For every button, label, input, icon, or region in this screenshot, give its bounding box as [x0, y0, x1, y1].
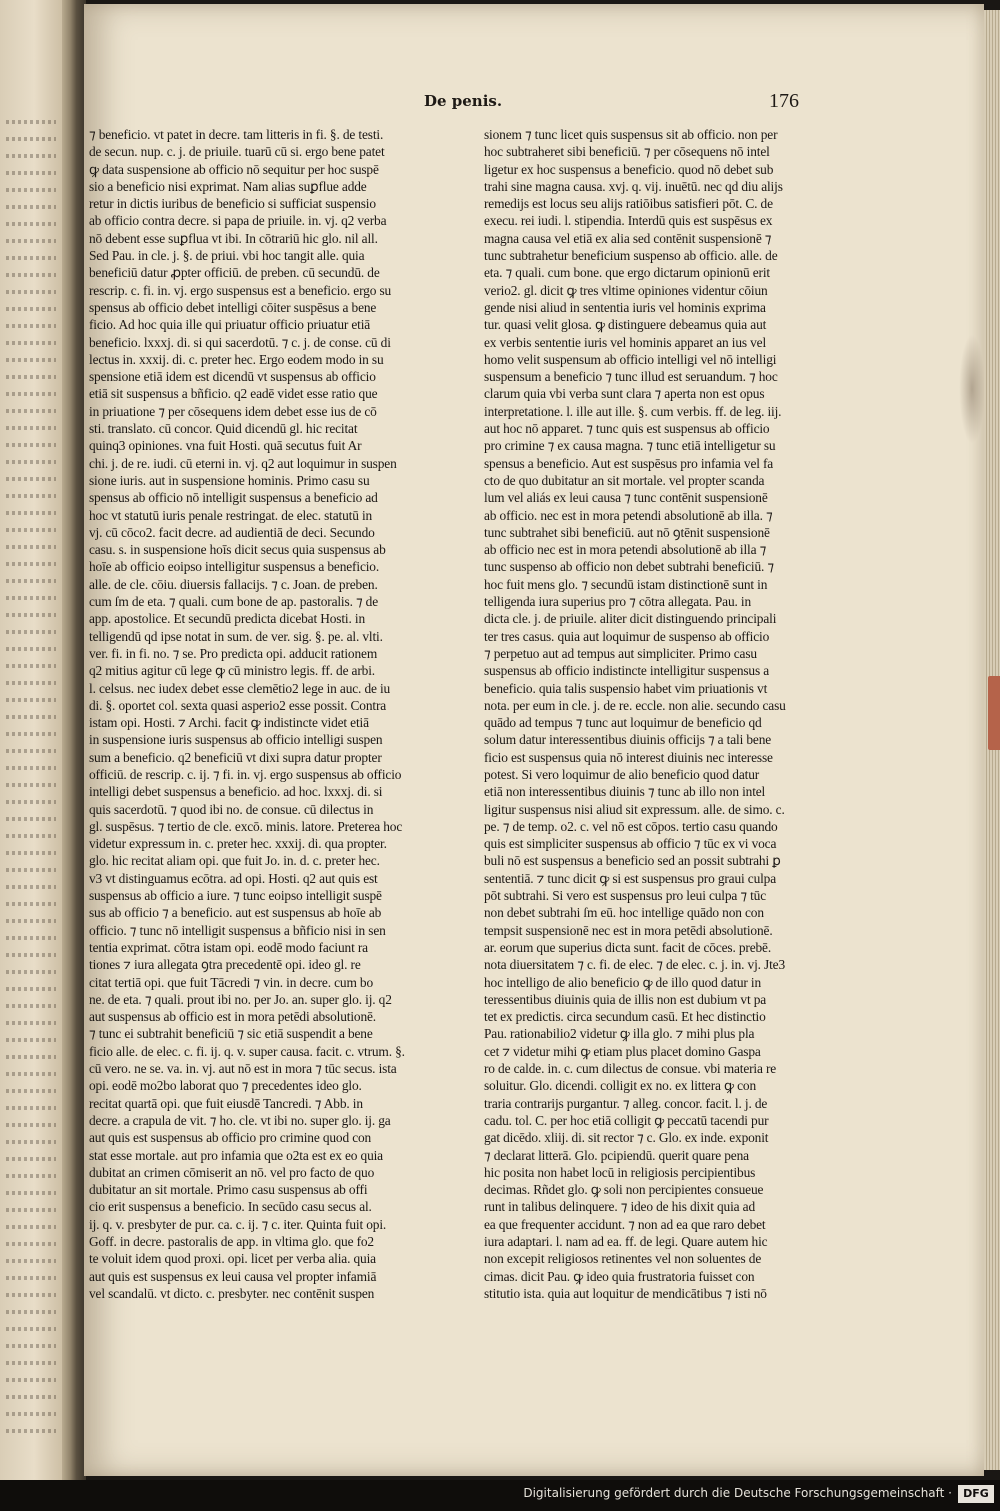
- text-line: etiā non interessentibus diuinis ⁊ tunc ab illo non intel: [484, 784, 766, 800]
- text-line: aut quis est suspensus ab officio pro crimine quod con: [89, 1130, 372, 1146]
- text-line: ligetur ex hoc suspensus a beneficio. quod nō debet sub: [484, 161, 774, 177]
- text-line: sionem ⁊ tunc licet quis suspensus sit ab officio. non per: [484, 127, 778, 142]
- text-line: vj. cū cōco2. facit decre. ad audientiā de deci. Secundo: [89, 524, 375, 540]
- text-line: suspensum a beneficio ⁊ tunc illud est seruandum. ⁊ hoc: [484, 369, 778, 385]
- text-line: app. apostolice. Et secundū predicta dicebat Hosti. in: [89, 611, 365, 627]
- left-page-text-fragment: [6, 800, 56, 804]
- text-line: solum datur interessentibus diuinis officijs ⁊ a tali bene: [484, 732, 772, 748]
- left-page-text-fragment: [6, 341, 56, 345]
- left-page-text-fragment: [6, 970, 56, 974]
- text-line: suspensus ab officio indistincte intelligitur suspensus a: [484, 663, 770, 679]
- text-line: l. celsus. nec iudex debet esse clemētio2 lege in auc. de iu: [89, 680, 391, 696]
- text-line: ex verbis sententie iuris vel hominis apparet an ius vel: [484, 334, 767, 350]
- text-line: stat esse mortale. aut pro infamia que o2ta est ex eo quia: [89, 1147, 383, 1163]
- text-line: ficio. Ad hoc quia ille qui priuatur officio priuatur etiā: [89, 317, 371, 333]
- left-page-text-fragment: [6, 613, 56, 617]
- text-line: nota. per eum in cle. j. de re. eccle. non alie. secundo casu: [484, 697, 786, 713]
- text-line: glo. hic recitat aliam opi. que fuit Jo. in. d. c. preter hec.: [89, 853, 380, 869]
- left-page-text-fragment: [6, 273, 56, 277]
- text-line: non debet subtrahi ſm eū. hoc intellige quādo non con: [484, 905, 764, 921]
- text-line: stitutio ista. quia aut loquitur de mendicātibus ⁊ isti nō: [484, 1285, 767, 1301]
- left-page-text-fragment: [6, 1191, 56, 1195]
- left-page-text-fragment: [6, 1123, 56, 1127]
- left-page-text-fragment: [6, 1361, 56, 1365]
- text-line: hic posita non habet locū in religiosis percipientibus: [484, 1164, 756, 1180]
- text-line: videtur expressum in. c. preter hec. xxxij. di. qua propter.: [89, 836, 387, 852]
- text-line: tur. quasi velit glosa. ꝙ distinguere debeamus quia aut: [484, 317, 767, 333]
- left-page-text-fragment: [6, 698, 56, 702]
- left-page-text-fragment: [6, 460, 56, 464]
- left-page-text-fragment: [6, 987, 56, 991]
- text-line: pe. ⁊ de temp. o2. c. vel nō est cōpos. tertio casu quando: [484, 818, 778, 834]
- text-line: tunc subtrahetur beneficium suspenso ab officio. alle. de: [484, 248, 778, 264]
- left-page-text-fragment: [6, 256, 56, 260]
- left-page-text-fragment: [6, 732, 56, 736]
- left-page-text-fragment: [6, 1242, 56, 1246]
- left-page-text-fragment: [6, 477, 56, 481]
- text-line: spensus ab officio debet intelligi cōiter suspēsus a bene: [89, 299, 377, 315]
- left-page-text-fragment: [6, 868, 56, 872]
- left-page-text-fragment: [6, 936, 56, 940]
- text-line: nota diuersitatem ⁊ c. fi. de elec. ⁊ de elec. c. j. in. vj. Jte3: [484, 957, 786, 973]
- text-line: gl. suspēsus. ⁊ tertio de cle. excō. minis. latore. Preterea hoc: [89, 818, 403, 834]
- left-page-text-fragment: [6, 188, 56, 192]
- text-line: sio a beneficio nisi exprimat. Nam alias suꝑflue adde: [89, 178, 367, 194]
- text-line: ab officio nec est in mora petendi absolutionē ab illa ⁊: [484, 542, 767, 558]
- folio-number: 176: [769, 90, 799, 112]
- text-line: spensione etiā idem est dicendū vt suspensus ab officio: [89, 369, 376, 385]
- left-page-text-fragment: [6, 885, 56, 889]
- text-line: cū vero. ne se. va. in. vj. aut nō est in mora ⁊ tūc secus. ista: [89, 1061, 397, 1077]
- text-line: q2 mitius agitur cū lege ꝙ cū ministro legis. ff. de arbi.: [89, 663, 375, 679]
- text-line: traria contrarijs purgantur. ⁊ alleg. concor. facit. l. j. de: [484, 1095, 768, 1111]
- text-line: lectus in. xxxij. di. c. preter hec. Ergo eodem modo in su: [89, 351, 384, 367]
- text-line: retur in dictis iuribus de beneficio si sufficiat suspensio: [89, 196, 376, 212]
- text-line: tunc subtrahet sibi beneficiū. aut nō ꝯtēnit suspensionē: [484, 524, 770, 540]
- text-line: di. §. oportet col. sexta quasi asperio2 esse possit. Contra: [89, 697, 387, 713]
- text-line: cum ſm de eta. ⁊ quali. cum bone de ap. pastoralis. ⁊ de: [89, 594, 379, 610]
- text-line: Sed Pau. in cle. j. §. de priui. vbi hoc tangit alle. quia: [89, 248, 365, 264]
- text-line: execu. rei iudi. l. stipendia. Interdū quis est suspēsus ex: [484, 213, 773, 229]
- text-line: soluitur. Glo. dicendi. colligit ex no. ex littera ꝙ con: [484, 1078, 757, 1094]
- text-line: cet ⁊ videtur mihi ꝙ etiam plus placet domino Gaspa: [484, 1043, 761, 1059]
- text-line: sum a beneficio. q2 beneficiū vt dixi supra datur propter: [89, 749, 382, 765]
- left-page-text-fragment: [6, 239, 56, 243]
- left-page-text-fragment: [6, 222, 56, 226]
- text-line: vel scandalū. vt dicto. c. presbyter. nec contēnit suspen: [89, 1285, 375, 1301]
- text-line: aut quis est suspensus ex leui causa vel propter infamiā: [89, 1268, 377, 1284]
- left-page-text-fragment: [6, 426, 56, 430]
- text-line: quādo ad tempus ⁊ tunc aut loquimur de beneficio qd: [484, 715, 762, 731]
- text-line: verio2. gl. dicit ꝙ tres vltime opiniones videntur cōiun: [484, 282, 768, 298]
- left-page-text-fragment: [6, 1293, 56, 1297]
- text-column-left: [89, 126, 439, 1301]
- left-page-text-fragment: [6, 1021, 56, 1025]
- text-line: telligendū qd ipse notat in sum. de ver. sig. §. pe. al. vlti.: [89, 628, 383, 644]
- text-line: recitat quartā opi. que fuit eiusdē Tancredi. ⁊ Abb. in: [89, 1095, 363, 1111]
- text-line: cadu. tol. C. per hoc etiā colligit ꝙ peccatū tacendi pur: [484, 1112, 769, 1128]
- text-line: dubitat an crimen cōmiserit an nō. vel pro facto de quo: [89, 1164, 375, 1180]
- text-line: pro crimine ⁊ ex causa magna. ⁊ tunc etiā intelligetur su: [484, 438, 776, 454]
- text-line: ea que frequenter accidunt. ⁊ non ad ea que raro debet: [484, 1216, 766, 1232]
- left-page-text-fragment: [6, 562, 56, 566]
- text-line: clarum quia vbi verba sunt clara ⁊ aperta non est opus: [484, 386, 765, 402]
- text-line: hoc subtraheret sibi beneficiū. ⁊ per cōsequens nō intel: [484, 144, 770, 160]
- left-page-text-fragment: [6, 154, 56, 158]
- text-line: tempsit suspensionē nec est in mora petēdi absolutionē.: [484, 922, 773, 938]
- text-line: cio erit suspensus a beneficio. In secūdo casu secus al.: [89, 1199, 372, 1215]
- text-line: ⁊ declarat litterā. Glo. pcipiendū. querit quare pena: [484, 1147, 749, 1163]
- text-line: interpretatione. l. ille aut ille. §. cum verbis. ff. de leg. iij.: [484, 403, 782, 419]
- left-page-text-fragment: [6, 409, 56, 413]
- text-column-right: [484, 126, 819, 1306]
- text-line: iura adaptari. l. nam ad ea. ff. de legi. Quare autem hic: [484, 1234, 768, 1249]
- text-line: gende nisi aliud in sententia iuris vel hominis exprima: [484, 299, 766, 315]
- text-line: alle. de cle. cōiu. diuersis fallacijs. ⁊ c. Joan. de preben.: [89, 576, 378, 592]
- left-page-text-fragment: [6, 1157, 56, 1161]
- text-line: sus ab officio ⁊ a beneficio. aut est suspensus ab hoīe ab: [89, 905, 382, 921]
- left-page-text-fragment: [6, 817, 56, 821]
- left-page-text-fragment: [6, 1310, 56, 1314]
- text-line: quis sacerdotū. ⁊ quod ibi no. de consue. cū dilectus in: [89, 801, 374, 817]
- text-line: magna causa vel etiā ex alia sed contēnit suspensionē ⁊: [484, 230, 772, 246]
- text-line: decre. a crapula de vit. ⁊ ho. cle. vt ibi no. super glo. ij. ga: [89, 1112, 391, 1128]
- left-page-text-fragment: [6, 596, 56, 600]
- text-line: v3 vt distinguamus ecōtra. ad opi. Hosti. q2 aut quis est: [89, 870, 378, 886]
- left-page-text-fragment: [6, 902, 56, 906]
- left-page-text-fragment: [6, 545, 56, 549]
- text-line: beneficio. quia talis suspensio habet vim priuationis vt: [484, 680, 768, 696]
- text-line: teressentibus diuinis quia de illis non est dubium vt pa: [484, 991, 767, 1007]
- book-gutter: [62, 0, 86, 1480]
- left-page-text-fragment: [6, 1055, 56, 1059]
- book-page: [84, 4, 984, 1476]
- left-page-text-fragment: [6, 715, 56, 719]
- text-line: tiones ⁊ iura allegata ꝯtra precedentē opi. ideo gl. re: [89, 957, 361, 973]
- left-page-text-fragment: [6, 358, 56, 362]
- left-page-text-fragment: [6, 375, 56, 379]
- text-line: telligenda iura superius pro ⁊ cōtra allegata. Pau. in: [484, 594, 752, 610]
- text-line: tet ex predictis. circa secundum casū. Et hec distinctio: [484, 1009, 766, 1025]
- left-page-text-fragment: [6, 1140, 56, 1144]
- text-line: in priuatione ⁊ per cōsequens idem debet esse ius de cō: [89, 403, 377, 419]
- text-line: sti. translato. cū concor. Quid dicendū gl. hic recitat: [89, 421, 358, 437]
- left-page-text-fragment: [6, 1004, 56, 1008]
- text-line: tentia exprimat. cōtra istam opi. eodē modo faciunt ra: [89, 939, 368, 955]
- text-line: rescrip. c. fi. in. vj. ergo suspensus est a beneficio. ergo su: [89, 282, 392, 298]
- text-line: ij. q. v. presbyter de pur. ca. c. ij. ⁊ c. iter. Quinta fuit opi.: [89, 1216, 387, 1232]
- bookmark-tab: [988, 676, 1000, 750]
- left-page-text-fragment: [6, 494, 56, 498]
- text-line: intelligi debet suspensus a beneficio. ad hoc. lxxxj. di. si: [89, 784, 383, 800]
- text-line: citat tertiā opi. que fuit Tācredi ⁊ vin. in decre. cum bo: [89, 974, 374, 990]
- left-page-text-fragment: [6, 1072, 56, 1076]
- dfg-logo: DFG: [958, 1485, 994, 1503]
- left-page-text-fragment: [6, 205, 56, 209]
- text-line: lum vel aliás ex leui causa ⁊ tunc contēnit suspensionē: [484, 490, 768, 506]
- left-page-text-fragment: [6, 1429, 56, 1433]
- text-line: Pau. rationabilio2 videtur ꝙ illa glo. ⁊ mihi plus pla: [484, 1026, 755, 1042]
- text-line: ⁊ tunc ei subtrahit beneficiū ⁊ sic etiā suspendit a bene: [89, 1026, 373, 1042]
- text-line: hoc vt statutū iuris penale restringat. de elec. statutū in: [89, 507, 373, 523]
- running-head: De penis.: [424, 92, 503, 110]
- left-page-text-fragment: [6, 1089, 56, 1093]
- text-line: beneficio. lxxxj. di. si qui sacerdotū. ⁊ c. j. de conse. cū di: [89, 334, 391, 350]
- text-line: cimas. dicit Pau. ꝙ ideo quia frustratoria fuisset con: [484, 1268, 755, 1284]
- text-line: ter tres casus. quia aut loquimur de suspenso ab officio: [484, 628, 770, 644]
- text-line: homo velit suspensum ab officio intelligi vel nō intelligi: [484, 351, 777, 367]
- marginal-annotation: [959, 334, 985, 444]
- left-page-text-fragment: [6, 1106, 56, 1110]
- text-line: aut suspensus ab officio est in mora petēdi absolutionē.: [89, 1009, 377, 1025]
- left-page-text-fragment: [6, 766, 56, 770]
- left-page-text-fragment: [6, 851, 56, 855]
- text-line: de secun. nup. c. j. de priuile. tuarū cū si. ergo bene patet: [89, 144, 385, 160]
- left-page-text-fragment: [6, 647, 56, 651]
- text-line: dicta cle. j. de priuile. aliter dicit distinguendo principali: [484, 611, 777, 627]
- text-line: suspensus ab officio a iure. ⁊ tunc eoipso intelligit suspē: [89, 888, 382, 904]
- text-line: pōt subtrahi. Si vero est suspensus pro leui culpa ⁊ tūc: [484, 888, 767, 904]
- left-page-text-fragment: [6, 1395, 56, 1399]
- left-page-text-fragment: [6, 953, 56, 957]
- text-line: potest. Si vero loquimur de alio beneficio quod datur: [484, 766, 760, 782]
- left-page-text-fragment: [6, 1038, 56, 1042]
- left-page-edge: [0, 0, 62, 1480]
- text-line: tunc suspenso ab officio non debet subtrahi beneficiū. ⁊: [484, 559, 774, 575]
- left-page-text-fragment: [6, 1225, 56, 1229]
- text-line: ab officio. nec est in mora petendi absolutionē ab illa. ⁊: [484, 507, 773, 523]
- text-line: hoc fuit mens glo. ⁊ secundū istam distinctionē sunt in: [484, 576, 768, 592]
- text-line: hoīe ab officio eoipso intelligitur suspensus a beneficio.: [89, 559, 380, 575]
- text-line: nō debent esse suꝑflua vt ibi. In cōtrariū hic glo. nil all.: [89, 230, 378, 246]
- left-page-text-fragment: [6, 834, 56, 838]
- text-line: in suspensione iuris suspensus ab officio intelligi suspen: [89, 732, 383, 748]
- text-line: beneficiū datur ꝓpter officiū. de preben. cū secundū. de: [89, 265, 380, 281]
- text-line: ab officio contra decre. si papa de priuile. in. vj. q2 verba: [89, 213, 387, 229]
- left-page-text-fragment: [6, 511, 56, 515]
- text-line: eta. ⁊ quali. cum bone. que ergo dictarum opinionū erit: [484, 265, 770, 281]
- left-page-text-fragment: [6, 681, 56, 685]
- left-page-text-fragment: [6, 1327, 56, 1331]
- text-line: chi. j. de re. iudi. cū eterni in. vj. q2 aut loquimur in suspen: [89, 455, 397, 471]
- left-page-text-fragment: [6, 749, 56, 753]
- text-line: buli nō est suspensus a beneficio sed an possit subtrahi ꝑ: [484, 853, 781, 869]
- text-line: ar. eorum que superius dicta sunt. facit de cōces. prebē.: [484, 939, 772, 955]
- text-line: remedijs est locus seu alijs ratiōibus satisfieri pōt. C. de: [484, 196, 773, 212]
- left-page-text-fragment: [6, 443, 56, 447]
- left-page-text-fragment: [6, 1174, 56, 1178]
- text-line: officiū. de rescrip. c. ij. ⁊ fi. in. vj. ergo suspensus ab officio: [89, 766, 402, 782]
- text-line: etiā sit suspensus a bñficio. q2 eadē videt esse ratio que: [89, 386, 378, 402]
- text-line: ver. fi. in fi. no. ⁊ se. Pro predicta opi. adducit rationem: [89, 645, 378, 661]
- left-page-text-fragment: [6, 171, 56, 175]
- text-line: ro de calde. in. c. cum dilectus de consue. vbi materia re: [484, 1061, 777, 1077]
- text-line: ligitur suspensus nisi aliud sit expressum. alle. de simo. c.: [484, 801, 785, 817]
- text-line: quinq3 opiniones. vna fuit Hosti. quā secutus fuit Ar: [89, 438, 362, 454]
- left-page-text-fragment: [6, 120, 56, 124]
- left-page-text-fragment: [6, 1412, 56, 1416]
- text-line: hoc intelligo de alio beneficio ꝙ de illo quod datur in: [484, 974, 761, 990]
- left-page-text-fragment: [6, 664, 56, 668]
- text-line: ne. de eta. ⁊ quali. prout ibi no. per Jo. an. super glo. ij. q2: [89, 991, 392, 1007]
- left-page-text-fragment: [6, 1344, 56, 1348]
- left-page-text-fragment: [6, 528, 56, 532]
- text-line: istam opi. Hosti. ⁊ Archi. facit ꝙ indistincte videt etiā: [89, 715, 369, 731]
- left-page-text-fragment: [6, 392, 56, 396]
- left-page-text-fragment: [6, 1259, 56, 1263]
- text-line: spensus a beneficio. Aut est suspēsus pro infamia vel fa: [484, 455, 774, 471]
- text-line: non excepit religiosos retinentes vel non soluentes de: [484, 1251, 762, 1267]
- text-line: casu. s. in suspensione hoīs dicit secus quia suspensus ab: [89, 542, 386, 558]
- text-line: ⁊ perpetuo aut ad tempus aut simpliciter. Primo casu: [484, 645, 757, 661]
- left-page-text-fragment: [6, 579, 56, 583]
- left-page-text-fragment: [6, 630, 56, 634]
- text-line: te voluit idem quod proxi. opi. licet per verba alia. quia: [89, 1251, 376, 1267]
- text-line: dubitatur an sit mortale. Primo casu suspensus ab offi: [89, 1182, 368, 1198]
- text-line: ⁊ beneficio. vt patet in decre. tam litteris in fi. §. de testi.: [89, 127, 384, 142]
- text-line: Goff. in decre. pastoralis de app. in vltima glo. que fo2: [89, 1234, 374, 1249]
- left-page-text-fragment: [6, 1378, 56, 1382]
- text-line: ficio est suspensus quia nō interest diuinis nec interesse: [484, 749, 773, 765]
- text-line: runt in talibus delinquere. ⁊ ideo de his dixit quia ad: [484, 1199, 755, 1215]
- left-page-text-fragment: [6, 919, 56, 923]
- left-page-text-fragment: [6, 324, 56, 328]
- text-line: ꝙ data suspensione ab officio nō sequitur per hoc suspē: [89, 161, 379, 177]
- left-page-text-fragment: [6, 290, 56, 294]
- text-line: officio. ⁊ tunc nō intelligit suspensus a bñficio nisi in sen: [89, 922, 386, 938]
- text-line: quis est simpliciter suspensus ab officio ⁊ tūc ex vi voca: [484, 836, 777, 852]
- text-line: aut hoc nō apparet. ⁊ tunc quis est suspensus ab officio: [484, 421, 770, 437]
- text-line: spensus ab officio nō intelligit suspensus a beneficio ad: [89, 490, 378, 506]
- text-line: gat dicēdo. xliij. di. sit rector ⁊ c. Glo. ex inde. exponit: [484, 1130, 769, 1146]
- text-line: sententiā. ⁊ tunc dicit ꝙ si est suspensus pro graui culpa: [484, 870, 777, 886]
- left-page-text-fragment: [6, 783, 56, 787]
- text-line: cto de quo dubitatur an sit mortale. vel propter scanda: [484, 472, 765, 488]
- left-page-text-fragment: [6, 137, 56, 141]
- funding-credit: Digitalisierung gefördert durch die Deutsche Forschungsgemeinschaft ·: [523, 1486, 952, 1500]
- left-page-text-fragment: [6, 307, 56, 311]
- text-line: sione iuris. aut in suspensione hominis. Primo casu su: [89, 472, 370, 488]
- text-line: ficio alle. de elec. c. fi. ij. q. v. super causa. facit. c. vtrum. §.: [89, 1043, 405, 1059]
- left-page-text-fragment: [6, 1208, 56, 1212]
- text-line: decimas. Rñdet glo. ꝙ soli non percipientes consueue: [484, 1182, 764, 1198]
- text-line: trahi sine magna causa. xvj. q. vij. inuētū. nec qd diu alijs: [484, 178, 783, 194]
- text-line: opi. eodē mo2bo laborat quo ⁊ precedentes ideo glo.: [89, 1078, 362, 1094]
- left-page-text-fragment: [6, 1276, 56, 1280]
